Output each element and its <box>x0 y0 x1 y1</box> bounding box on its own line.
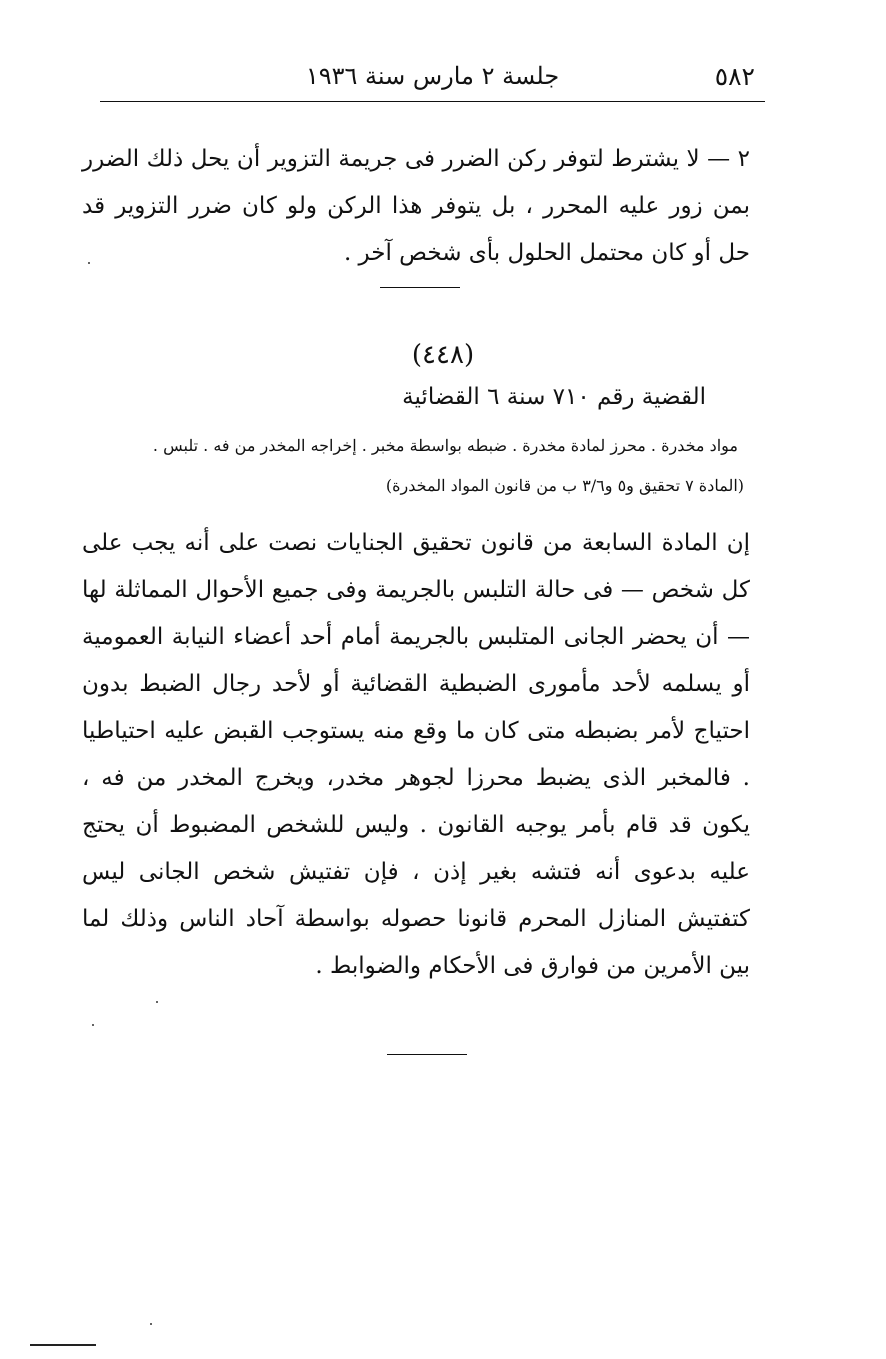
end-separator <box>387 1054 467 1055</box>
paragraph-first: ٢ — لا يشترط لتوفر ركن الضرر فى جريمة التزوير أن يحل ذلك الضرر بمن زور عليه المحرر ، بل يتوفر هذا الركن ولو كان ضرر التزوير قد حل أو كان محتمل الحلول بأى شخص آخر . <box>82 146 750 266</box>
scan-speck <box>156 1001 158 1003</box>
scan-speck <box>150 1323 152 1325</box>
paragraph-main: إن المادة السابعة من قانون تحقيق الجنايات نصت على أنه يجب على كل شخص — فى حالة التلبس بالجريمة وفى جميع الأحوال المماثلة لها — أن يحضر الجانى المتلبس بالجريمة أمام أحد أعضاء النيابة العمومية أو يسلمه لأحد مأمورى الضبطية القضائية أو لأحد رجال الضبط بدون احتياج لأمر بضبطه متى كان ما وقع منه يستوجب القبض عليه احتياطيا . فالمخبر الذى يضبط محرزا لجوهر مخدر، ويخرج المخدر من فه ، يكون قد قام بأمر يوجبه القانون . وليس للشخص المضبوط أن يحتج عليه بدعوى أنه فتشه بغير إذن ، فإن تفتيش شخص الجانى ليس كتفتيش المنازل المحرم قانونا حصوله بواسطة آحاد الناس وذلك لما بين الأمرين من فوارق فى الأحكام والضوابط . <box>82 530 750 979</box>
header-rule <box>100 101 765 102</box>
case-reference: القضية رقم ٧١٠ سنة ٦ القضائية <box>402 384 706 410</box>
case-articles: (المادة ٧ تحقيق و٥ و٣/٦ ب من قانون المواد المخدرة) <box>385 476 744 495</box>
scan-speck <box>88 262 90 264</box>
section-separator <box>380 287 460 288</box>
page-number: ٥٨٢ <box>714 62 755 91</box>
scan-speck <box>92 1024 94 1026</box>
case-number: (٤٤٨) <box>411 340 475 370</box>
page-header <box>100 58 765 102</box>
case-keywords: مواد مخدرة . محرز لمادة مخدرة . ضبطه بواسطة مخبر . إخراجه المخدر من فه . تلبس . <box>152 436 738 455</box>
running-head: جلسة ٢ مارس سنة ١٩٣٦ <box>305 62 560 90</box>
scan-edge-mark <box>30 1344 96 1346</box>
